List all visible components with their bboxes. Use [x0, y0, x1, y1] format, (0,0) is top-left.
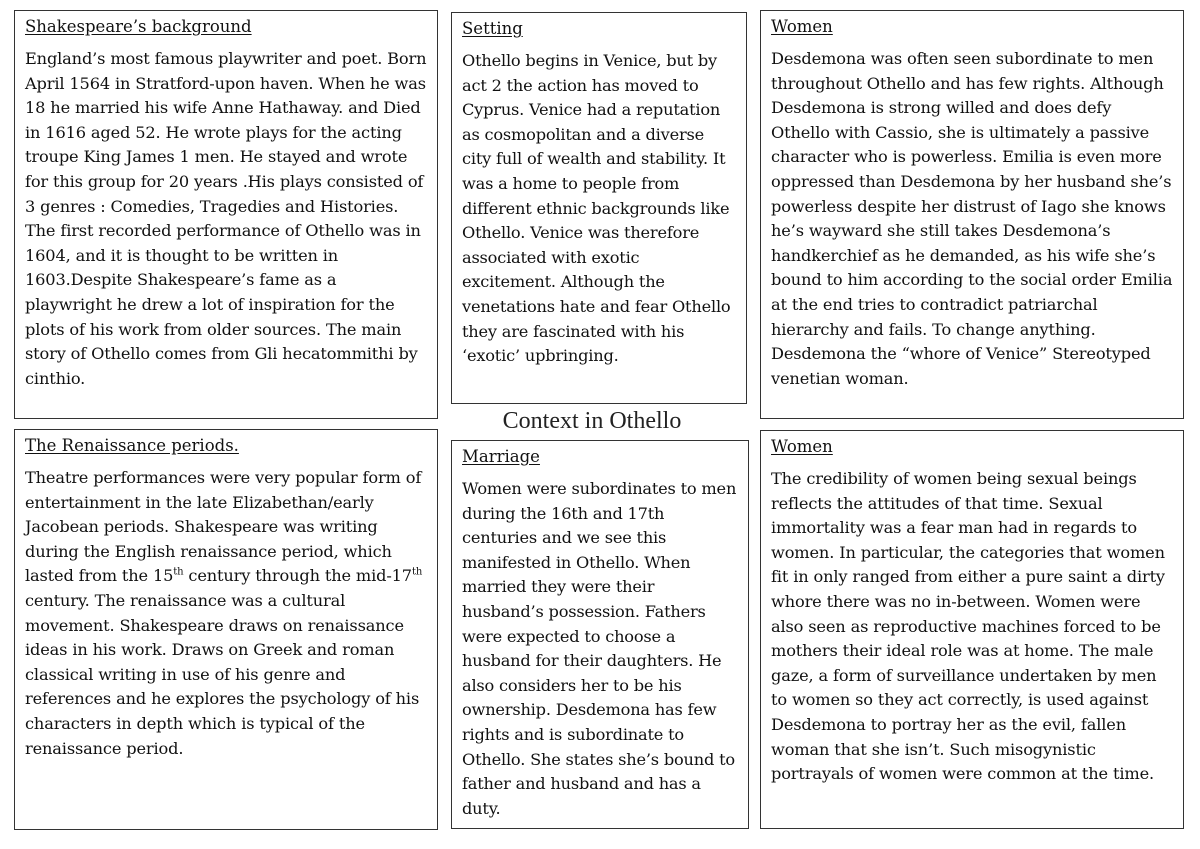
page-title: Context in Othello [502, 408, 682, 434]
body-text: century through the mid-17 [183, 566, 412, 586]
section-body-women-2: The credibility of women being sexual beings reflects the attitudes of that time. Sexual immortality was a fear man had in regards to women. In particular, the categories that women fit in only ranged from either a pure saint a dirty whore there was no in-between. Women were also seen as reproductive machines forced to be mothers their ideal role was at home. The male gaze, a form of surveillance undertaken by men to women so they act correctly, is used against Desdemona to portray her as the evil, fallen woman that she isn’t. Such misogynistic portrayals of women were common at the time. [771, 469, 1165, 784]
section-renaissance [14, 429, 438, 830]
section-heading-setting: Setting [462, 19, 523, 38]
section-women-2 [760, 430, 1184, 829]
section-heading-background: Shakespeare’s background [25, 17, 252, 36]
section-body-setting: Othello begins in Venice, but by act 2 the action has moved to Cyprus. Venice had a reputation as cosmopolitan and a diverse city full of wealth and stability. It was a home to people from different ethnic backgrounds like Othello. Venice was therefore associated with exotic excitement. Although the venetations hate and fear Othello they are fascinated with his ‘exotic’ upbringing. [462, 51, 731, 366]
section-body-marriage: Women were subordinates to men during the 16th and 17th centuries and we see this manifested in Othello. When married they were their husband’s possession. Fathers were expected to choose a husband for their daughters. He also considers her to be his ownership. Desdemona has few rights and is subordinate to Othello. She states she’s bound to father and husband and has a duty. [462, 479, 737, 818]
superscript-th: th [411, 566, 423, 578]
section-shakespeares-background [14, 10, 438, 419]
body-text: century. The renaissance was a cultural movement. Shakespeare draws on renaissance ideas in his work. Draws on Greek and roman classical writing in use of his genre and references and he explores the psychology of his characters in depth which is typical of the renaissance period. [25, 590, 420, 758]
section-heading-women-2: Women [771, 437, 833, 456]
section-women-1 [760, 10, 1184, 419]
section-marriage [451, 440, 749, 829]
section-body-women-1: Desdemona was often seen subordinate to men throughout Othello and has few rights. Although Desdemona is strong willed and does defy Othello with Cassio, she is ultimately a passive character who is powerless. Emilia is even more oppressed than Desdemona by her husband she’s powerless despite her distrust of Iago she knows he’s wayward she still takes Desdemona’s handkerchief as he demanded, as his wife she’s bound to him according to the social order Emilia at the end tries to contradict patriarchal hierarchy and fails. To change anything. Desdemona the “whore of Venice” Stereotyped venetian woman. [771, 49, 1173, 388]
body-text: Theatre performances were very popular form of entertainment in the late Elizabethan/early Jacobean periods. Shakespeare was writing during the English renaissance period, which lasted from the 15 [25, 468, 422, 586]
section-heading-women-1: Women [771, 17, 833, 36]
section-setting [451, 12, 747, 404]
section-body-renaissance [25, 466, 428, 761]
section-body-background: England’s most famous playwriter and poet. Born April 1564 in Stratford-upon haven. When he was 18 he married his wife Anne Hathaway. and Died in 1616 aged 52. He wrote plays for the acting troupe King James 1 men. He stayed and wrote for this group for 20 years .His plays consisted of 3 genres : Comedies, Tragedies and Histories. The first recorded performance of Othello was in 1604, and it is thought to be written in 1603.Despite Shakespeare’s fame as a playwright he drew a lot of inspiration for the plots of his work from older sources. The main story of Othello comes from Gli hecatommithi by cinthio. [25, 49, 427, 388]
superscript-th: th [173, 566, 184, 578]
section-heading-renaissance: The Renaissance periods. [25, 436, 239, 455]
section-heading-marriage: Marriage [462, 447, 540, 466]
